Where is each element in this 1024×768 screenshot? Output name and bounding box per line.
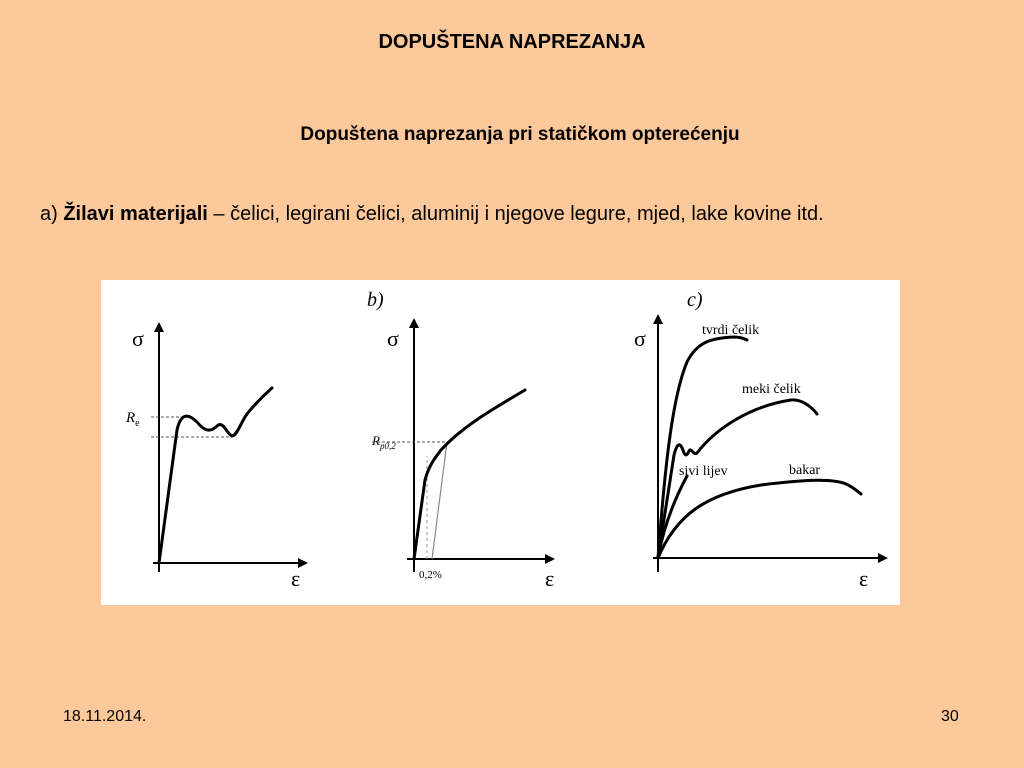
panel-b-rp-label: $R_{p0,2}$ [372, 433, 396, 451]
page-number: 30 [941, 708, 959, 725]
curve-bakar [658, 480, 861, 558]
body-paragraph [40, 199, 1010, 229]
item-bold-term: Žilavi materijali [63, 203, 208, 225]
panel-a [125, 324, 306, 591]
stress-strain-diagrams [101, 280, 900, 605]
panel-a-curve [159, 388, 272, 563]
panel-c-label: c) [687, 289, 703, 311]
panel-a-y-label: σ [132, 326, 144, 351]
curve-sivi-lijev-label: sivi lijev [679, 464, 728, 479]
panel-b-label: b) [367, 289, 384, 311]
panel-b-curve [414, 390, 525, 559]
panel-b [367, 289, 554, 591]
panel-b-y-label: σ [387, 326, 399, 351]
panel-c-x-label: ε [859, 566, 869, 591]
item-prefix: a) [40, 203, 64, 225]
panel-a-x-label: ε [291, 566, 301, 591]
slide-title: DOPUŠTENA NAPREZANJA [378, 31, 646, 53]
panel-b-x-label: ε [545, 566, 555, 591]
footer-date: 18.11.2014. [63, 708, 147, 725]
slide-subtitle: Dopuštena naprezanja pri statičkom opterećenju [300, 124, 740, 145]
panel-b-offset-label: 0,2% [419, 569, 442, 581]
stress-strain-figure [101, 280, 900, 605]
panel-c [634, 289, 886, 591]
curve-tvrdi-celik-label: tvrdi čelik [702, 323, 760, 338]
panel-c-y-label: σ [634, 326, 646, 351]
curve-bakar-label: bakar [789, 463, 821, 478]
item-description: – čelici, legirani čelici, aluminij i njegove legure, mjed, lake kovine itd. [207, 203, 824, 225]
panel-a-re-label: $R_e$ [126, 410, 140, 429]
curve-meki-celik-label: meki čelik [742, 382, 801, 397]
